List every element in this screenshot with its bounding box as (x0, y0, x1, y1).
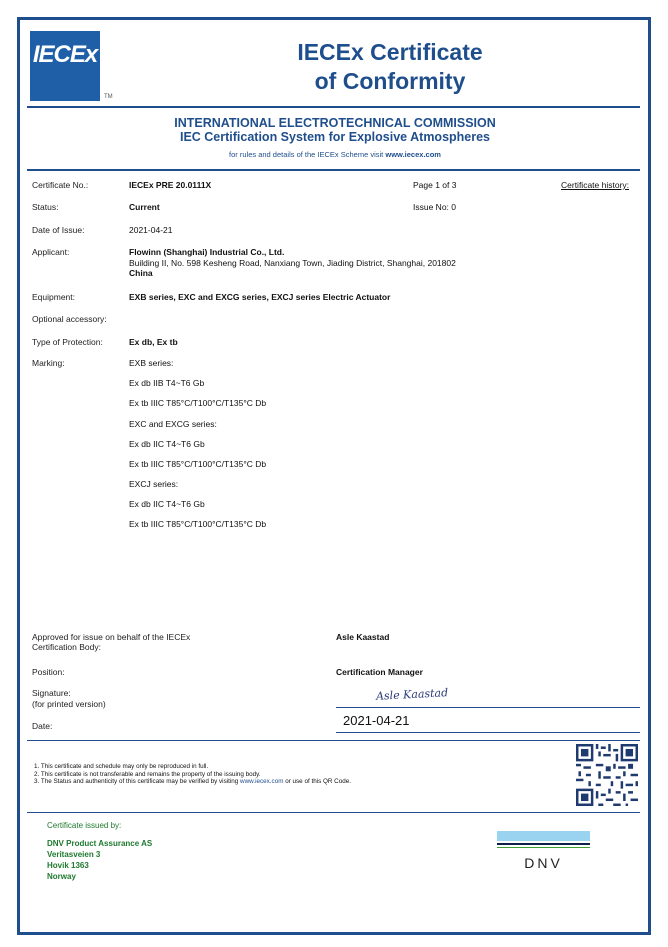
note-3-text: 3. The Status and authenticity of this certificate may be verified by visiting (34, 778, 239, 785)
marking-line: EXC and EXCG series: (129, 419, 217, 429)
certificate-history-link[interactable]: Certificate history: (561, 180, 630, 190)
page-indicator: Page 1 of 3 (413, 180, 457, 190)
system-name: IEC Certification System for Explosive Atmospheres (179, 130, 491, 144)
commission-name: INTERNATIONAL ELECTROTECHNICAL COMMISSION (174, 116, 496, 130)
header-divider (27, 106, 640, 108)
issuer-name: DNV Product Assurance AS (47, 839, 153, 848)
status-value: Current (129, 202, 160, 212)
dnv-logo-bar-green (497, 847, 590, 848)
logo-text: IECEx (32, 41, 98, 68)
applicant-address: Building II, No. 598 Kesheng Road, Nanxiang Town, Jiading District, Shanghai, 201802 (129, 258, 456, 268)
signature-line (336, 707, 640, 708)
date-line (336, 732, 640, 733)
issuer-label: Certificate issued by: (47, 821, 122, 830)
approver-name: Asle Kaastad (336, 632, 390, 642)
note-3-suffix: or use of this QR Code. (285, 778, 351, 785)
approved-label-line: Approved for issue on behalf of the IECEx (32, 632, 191, 642)
note-1: 1. This certificate and schedule may only be reproduced in full. (34, 763, 209, 770)
marking-line: Ex db IIC T4~T6 Gb (129, 499, 205, 509)
applicant-country: China (129, 268, 153, 278)
notes-block (34, 763, 351, 786)
notes-divider (27, 740, 640, 741)
dnv-logo-text: DNV (524, 855, 563, 871)
marking-line: Ex tb IIIC T85°C/T100°C/T135°C Db (129, 519, 267, 529)
rules-text: for rules and details of the IECEx Scheme visit (229, 150, 384, 159)
note-3 (34, 778, 351, 786)
marking-line: EXB series: (129, 358, 174, 368)
qr-code-icon[interactable] (576, 744, 638, 806)
applicant-label: Applicant: (32, 247, 70, 257)
marking-line: Ex db IIC T4~T6 Gb (129, 439, 205, 449)
protection-label: Type of Protection: (32, 337, 103, 347)
issuer-country: Norway (47, 872, 76, 881)
position-label: Position: (32, 667, 65, 677)
rules-link[interactable]: www.iecex.com (385, 150, 441, 159)
equipment-label: Equipment: (32, 292, 75, 302)
title-line-2: of Conformity (314, 68, 466, 94)
applicant-name: Flowinn (Shanghai) Industrial Co., Ltd. (129, 247, 285, 257)
signature-label-line: Signature: (32, 688, 71, 698)
footer-divider (27, 812, 640, 813)
approval-date-label: Date: (32, 721, 53, 731)
dnv-logo-bar-light (497, 831, 590, 841)
optional-accessory-label: Optional accessory: (32, 314, 107, 324)
approval-date: 2021-04-21 (343, 713, 410, 728)
issuer-city: Hovik 1363 (47, 861, 89, 870)
equipment-value: EXB series, EXC and EXCG series, EXCJ series Electric Actuator (129, 292, 391, 302)
note-2: 2. This certificate is not transferable and remains the property of the issuing body. (34, 770, 261, 778)
certificate-number-label: Certificate No.: (32, 180, 89, 190)
signature-label-line: (for printed version) (32, 699, 106, 709)
marking-line: Ex tb IIIC T85°C/T100°C/T135°C Db (129, 398, 267, 408)
note-3-link[interactable]: www.iecex.com (240, 778, 284, 785)
certificate-number: IECEx PRE 20.0111X (129, 180, 212, 190)
issuer-street: Veritasveien 3 (47, 850, 101, 859)
approved-label-line: Certification Body: (32, 642, 101, 652)
logo-trademark: TM (104, 94, 113, 100)
marking-line: EXCJ series: (129, 479, 179, 489)
marking-line: Ex tb IIIC T85°C/T100°C/T135°C Db (129, 459, 267, 469)
commission-block (30, 116, 640, 144)
approved-label (32, 632, 190, 652)
iecex-logo (30, 31, 100, 101)
issue-number: Issue No: 0 (413, 202, 456, 212)
signature-label (32, 688, 106, 710)
title-line-1: IECEx Certificate (297, 39, 483, 65)
date-of-issue: 2021-04-21 (129, 225, 173, 235)
handwritten-signature: Asle Kaastad (375, 686, 449, 703)
page-title (200, 38, 580, 96)
rules-line (30, 150, 640, 159)
dnv-logo-bar-dark (497, 843, 590, 845)
protection-value: Ex db, Ex tb (129, 337, 178, 347)
position-value: Certification Manager (336, 667, 423, 677)
marking-line: Ex db IIB T4~T6 Gb (129, 378, 205, 388)
section-divider (27, 169, 640, 171)
date-of-issue-label: Date of Issue: (32, 225, 85, 235)
status-label: Status: (32, 202, 59, 212)
marking-label: Marking: (32, 358, 65, 368)
